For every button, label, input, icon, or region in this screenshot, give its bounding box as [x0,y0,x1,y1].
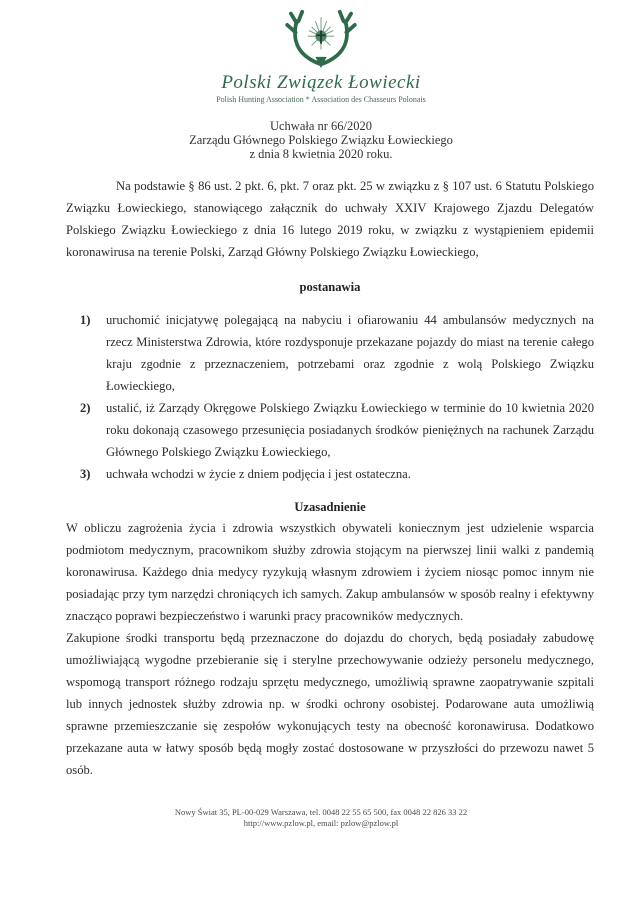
justification-paragraph: Zakupione środki transportu będą przeznaczone do dojazdu do chorych, będą posiadały zabudowę umożliwiającą wygodne przebieranie się i sterylne przechowywanie odzieży personelu medycznego, wspomogą transport różnego rodzaju sprzętu medycznego, umożliwią sprawne zaopatrywanie szpitali lub innych jednostek służby zdrowia np. w środki ochrony osobistej. Podarowane auta umożliwią sprawne przemieszczanie się zespołów wykonujących testy na obecność koronawirusa. Dodatkowo przekazane auta w łatwy sposób będą mogły zostać dostosowane w przyszłości do przewozu nawet 5 osób. [66,631,594,777]
resolution-body: Zarządu Głównego Polskiego Związku Łowieckiego [189,133,453,147]
decision-text: ustalić, iż Zarządy Okręgowe Polskiego Związku Łowieckiego w terminie do 10 kwietnia 2020 roku dokonają czasowego przesunięcia posiadanych środków pieniężnych na rachunek Zarządu Głównego Polskiego Związku Łowieckiego, [106,401,594,459]
footer [0,807,642,837]
justification-section [66,517,594,781]
decision-number: 1) [80,313,91,327]
footer-contact: http://www.pzlow.pl, email: pzlow@pzlow.pl [243,818,399,828]
justification-paragraph: W obliczu zagrożenia życia i zdrowia wszystkich obywateli koniecznym jest udzielenie wsparcia podmiotom medycznym, pracownikom służby zdrowia stojącym na pierwszej linii walki z pandemią koronawirusa. Każdego dnia medycy ryzykują własnym zdrowiem i życiem niosąc pomoc innym nie posiadając przy tym narzędzi chroniących ich samych. Zakup ambulansów w sposób realny i efektywny znacząco poprawi bezpieczeństwo i warunki pracy pracowników medycznych. [66,521,594,623]
decisions-list [80,309,594,485]
resolution-title [0,119,642,161]
document-content [66,175,594,781]
organization-subtitle: Polish Hunting Association * Association des Chasseurs Polonais [216,95,426,104]
decision-text: uruchomić inicjatywę polegającą na nabyciu i ofiarowaniu 44 ambulansów medycznych na rzecz Ministerstwa Zdrowia, które rozdysponuje przekazane pojazdy do miast na terenie całego kraju zgodnie z przeznaczeniem, potrzebami oraz zgodnie z wolą Polskiego Związku Łowieckiego, [106,313,594,393]
resolution-number: Uchwała nr 66/2020 [269,119,373,133]
decision-number: 2) [80,401,91,415]
organization-name: Polski Związek Łowiecki [221,72,421,93]
decision-text: uchwała wchodzi w życie z dniem podjęcia i jest ostateczna. [106,467,411,481]
intro-paragraph: Na podstawie § 86 ust. 2 pkt. 6, pkt. 7 oraz pkt. 25 w związku z § 107 ust. 6 Statutu Polskiego Związku Łowieckiego, stanowiącego załącznik do uchwały XXIV Krajowego Zjazdu Delegatów Polskiego Związku Łowieckiego z dnia 16 lutego 2019 roku, w związku z wystąpieniem epidemii koronawirusa na terenie Polski, Zarząd Główny Polskiego Związku Łowieckiego, [66,179,594,259]
justification-heading: Uzasadnienie [294,500,366,514]
decides-heading: postanawia [299,280,361,294]
decision-item [80,463,594,485]
pzl-emblem-icon [271,8,371,70]
decision-item [80,397,594,463]
footer-address: Nowy Świat 35, PL-00-029 Warszawa, tel. 0048 22 55 65 500, fax 0048 22 826 33 22 [174,807,468,817]
decision-number: 3) [80,467,91,481]
resolution-date: z dnia 8 kwietnia 2020 roku. [249,147,393,161]
decision-item [80,309,594,397]
